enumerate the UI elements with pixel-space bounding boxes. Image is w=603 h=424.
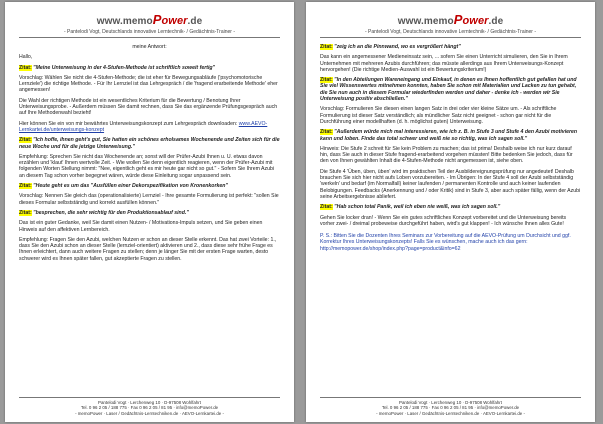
quote-text: "In den Abteilungen Wareneingang und Einkauf, in denen es Ihnen hoffentlich gut gefallen hat und Sie viel Wissenswertes mitnehmen konnten, haben Sie schon mit Materialien und Lacken zu tun gehabt, die Sie nun auch in diesem Formular wiederfinden werden und daher - denke ich - werden wir Sie Unterweisung positiv abschließen." <box>320 77 577 103</box>
document-page-right <box>306 2 595 422</box>
brand-tld: .de <box>488 16 504 27</box>
paragraph: Vorschlag: Formulieren Sie diesen einen langen Satz in drei oder vier kleine Sätze um. - Als schriftliche Formulierung ist dieser Satz verständlich; als mündlicher Satz nicht geeignet - schon gar nicht für die Durchführung einer modellhaften (d. h. möglichst guten) Unterweisung. <box>320 106 557 125</box>
brand-prefix: www.memo <box>397 16 454 27</box>
paragraph: Die Wahl der richtigen Methode ist ein wesentliches Kriterium für die Bewertung / Benotung Ihrer Unterweisungsprobe. - Außerdem müssen Sie damit rechnen, dass Sie das ergänzende Prüfungsgespräch auch auf Ihre Methodenwahl bezieht! <box>19 97 278 117</box>
paragraph: Hinweis: Die Stufe 2 schreit für Sie kein Problem zu machen; das ist prima! Deshalb weise ich nur kurz darauf hin, dass Sie auch in dieser Stufe fragend-erarbeitend vorgehen müssten! Bitte bedenken Sie jedoch, dass für den von Ihnen gewählten Inhalt die 4-Stufen-Methode nicht angemessen ist, siehe oben. <box>320 145 573 165</box>
quote-text: "besprechen, die sehr wichtig für den Produktionsablauf sind." <box>31 209 189 216</box>
greeting: Hallo, <box>19 54 33 61</box>
quote-block <box>320 129 581 142</box>
footer-line: Pantelodi Vogt · Lerchenweg 10 · D-97508 Wohlfahrt <box>399 399 502 405</box>
footer-line: Tel. 0 96 2 05 / 188 775 · Fax 0 96 2 05 / 81 95 · info@memoPower.de <box>381 405 520 411</box>
quote-text: "Außerdem würde mich mal interessieren, wie ich z. B. in Stufe 3 und Stufe 4 den Azubi motivieren kann und loben. Finde das total schwer und weiß nie so richtig, was ich sagen soll." <box>320 129 578 142</box>
paragraph: Die Stufe 4 'Üben, üben, üben' wird im praktischen Teil der Ausbildereignungsprüfung nur angedeutet! Deshalb brauchen Sie sich hier nicht aufs Loben vorzubereiten. - Im Übrigen: In der Stufe 4 soll der Azubi selbstständig 'werkeln' und bedarf (im Normalfall) keiner laufenden / permanenten Kontrolle und auch keiner laufenden Belobigungen. Feedbacks (Anerkennung und / oder Kritik) sind in Stufe 3, aber auch später fällig, wenn der Azubi seine Arbeitsergebnisse abliefert. <box>320 168 581 200</box>
header-tagline: - Pantelodi Vogt, Deutschlands innovative Lerntechnik- / Gedächtnis-Trainer - <box>320 29 581 38</box>
quote-text: "zeig ich an die Pinnwand, wo es vergrößert hängt" <box>332 44 461 50</box>
footer-line: - memoPower · Laser / Gedächtnis-Lerntechniken.de · AEVO-Lernkartei.de - <box>75 410 224 416</box>
quote-block <box>320 77 581 102</box>
page-footer <box>320 397 581 416</box>
paragraph: Empfehlung: Fragen Sie den Azubi, welchen Nutzen er schon an dieser Stelle erkennt. Das hat zwei Vorteile: 1., dass Sie den Azubi schon an dieser Stelle (lernziel-orientiert) aktivieren und 2., dass diese sehr frühe Frage es Ihnen erleichtert, dann auch weitere Fragen zu stellen; denn je länger Sie mit der ersten Frage warten, desto schwerer wird es Ihnen später fallen, gut akzeptierte Fragen zu stellen. <box>19 236 277 262</box>
paragraph <box>19 121 280 134</box>
brand-tld: .de <box>187 16 203 27</box>
paragraph: Gehen Sie locker dran! - Wenn Sie ein gutes schriftliches Konzept vorbereitet und die Unterweisung bereits vorher zwei- / dreimal probeweise durchgeführt haben, wird's gut klappen! - Ich wünsche Ihnen alles Gute! <box>320 214 567 227</box>
brand-accent: P <box>453 12 463 27</box>
quote-text: "Ich hoffe, ihnen geht's gut, Sie hatten ein schönes erholsames Wochenende und Zeiten sich für die neue Woche und für die jetzige Unterweisung." <box>19 137 280 150</box>
brand-mid: ower <box>161 15 188 27</box>
footer-line: Tel. 0 96 2 05 / 188 775 · Fax 0 96 2 05 / 81 95 · info@memoPower.de <box>80 405 219 411</box>
quote-block <box>320 204 581 210</box>
footer-line: - memoPower · Laser / Gedächtnis-Lerntechniken.de · AEVO-Lernkartei.de - <box>376 410 525 416</box>
header-tagline: - Pantelodi Vogt, Deutschlands innovative Lerntechnik- / Gedächtnis-Trainer - <box>19 29 280 38</box>
quote-block <box>19 183 280 189</box>
paragraph: Das ist ein guter Gedanke, weil Sie damit einen Nutzen- / Motivations-Impuls setzen, und Sie geben einen Hinweis auf den affektiven Lernbereich. <box>19 220 263 233</box>
quote-label: Zitat: <box>19 137 32 144</box>
quote-text: "Hab schon total Panik, weil ich eben nie weiß, was ich sagen soll." <box>332 204 501 211</box>
paragraph-text: Hier können Sie ein von mir bewährtes Unterweisungskonzept zum Lehrgespräch downloaden: <box>19 120 239 127</box>
quote-text: "Meine Unterweisung in der 4-Stufen-Methode ist schriftlich soweit fertig" <box>31 64 216 71</box>
quote-label: Zitat: <box>19 209 32 216</box>
quote-block <box>19 65 280 71</box>
brand-accent: P <box>152 12 162 27</box>
quote-text: "Heute geht es um das "Ausfüllen einer Dekorspezifikation von Kronenkorken" <box>31 183 228 190</box>
quote-label: Zitat: <box>19 183 32 190</box>
quote-block <box>19 210 280 216</box>
quote-label: Zitat: <box>19 64 32 71</box>
page-body <box>5 38 294 262</box>
footer-line: Pantelodi Vogt · Lerchenweg 10 · D-97508 Wohlfahrt <box>98 399 201 405</box>
quote-label: Zitat: <box>320 204 333 211</box>
brand-prefix: www.memo <box>96 16 153 27</box>
page-footer <box>19 397 280 416</box>
quote-label: Zitat: <box>320 77 333 84</box>
paragraph: Vorschlag: Nennen Sie gleich das (operationalisierte) Lernziel - Ihre gesamte Formulierung ist perfekt: "sollen Sie dieses Formular selbstständig und korrekt ausfüllen können." <box>19 193 279 206</box>
brand-logo <box>306 12 595 27</box>
paragraph: Vorschlag: Wählen Sie nicht die 4-Stufen-Methode; die ist eher für Bewegungsabläufe ('psychomotorische Lernziele') die richtige Methode. - Für Ihr Lernziel ist das Lehrgespräch / die 'fragend erarbeitende Methode' eher angemessen! <box>19 74 278 94</box>
document-page-left <box>5 2 294 422</box>
download-link[interactable]: www.AEVO-Lernkartei.de/unterweisungs-konzept <box>19 120 268 133</box>
paragraph: Empfehlung: Sprechen Sie nicht das Wochenende an; sonst will der Prüfer-Azubi Ihnen u. U. etwas davon erzählen und 'klaut' Ihnen wertvolle Zeit. - Wie wollen Sie denn eigentlich reagieren, wenn der Prüfer-Azubi mit folgenden Worten Stellung nimmt: "Nee, eigentlich geht es mir heute gar nicht so gut." - Sofern Sie Ihrem Azubi an diesem Tag schon vorher begegnet wären, würde diese Einleitung sogar unpassend sein. <box>19 153 275 179</box>
quote-block <box>19 137 280 150</box>
quote-block <box>320 44 581 50</box>
paragraph: Das kann ein angemessener Medieneinsatz sein, ... sofern Sie einen Unterricht simulieren, den Sie in Ihrem Unternehmen mit mehreren Azubis durchführen; das müsste allerdings aus Ihrem Unterweisungs-Konzept hervorgehen! (Die richtige Medien-Auswahl ist ein Bewertungskriterium!) <box>320 54 568 73</box>
brand-logo <box>5 12 294 27</box>
brand-mid: ower <box>462 15 489 27</box>
page-body <box>306 38 595 252</box>
quote-label: Zitat: <box>320 44 333 50</box>
postscript: P. S.: Bitten Sie die Dozenten Ihres Seminars zur Vorbereitung auf die AEVO-Prüfung um Durchsicht und ggf. Korrektur Ihres Unterweisungskonzepts! Falls Sie es wünschen, mache auch ich das gern: http://memopower.de/shop/index.php?page=product&info=62 <box>320 233 571 252</box>
quote-label: Zitat: <box>320 129 333 136</box>
answer-title: meine Antwort: <box>132 44 167 50</box>
page-header <box>5 12 294 38</box>
page-header <box>306 12 595 38</box>
